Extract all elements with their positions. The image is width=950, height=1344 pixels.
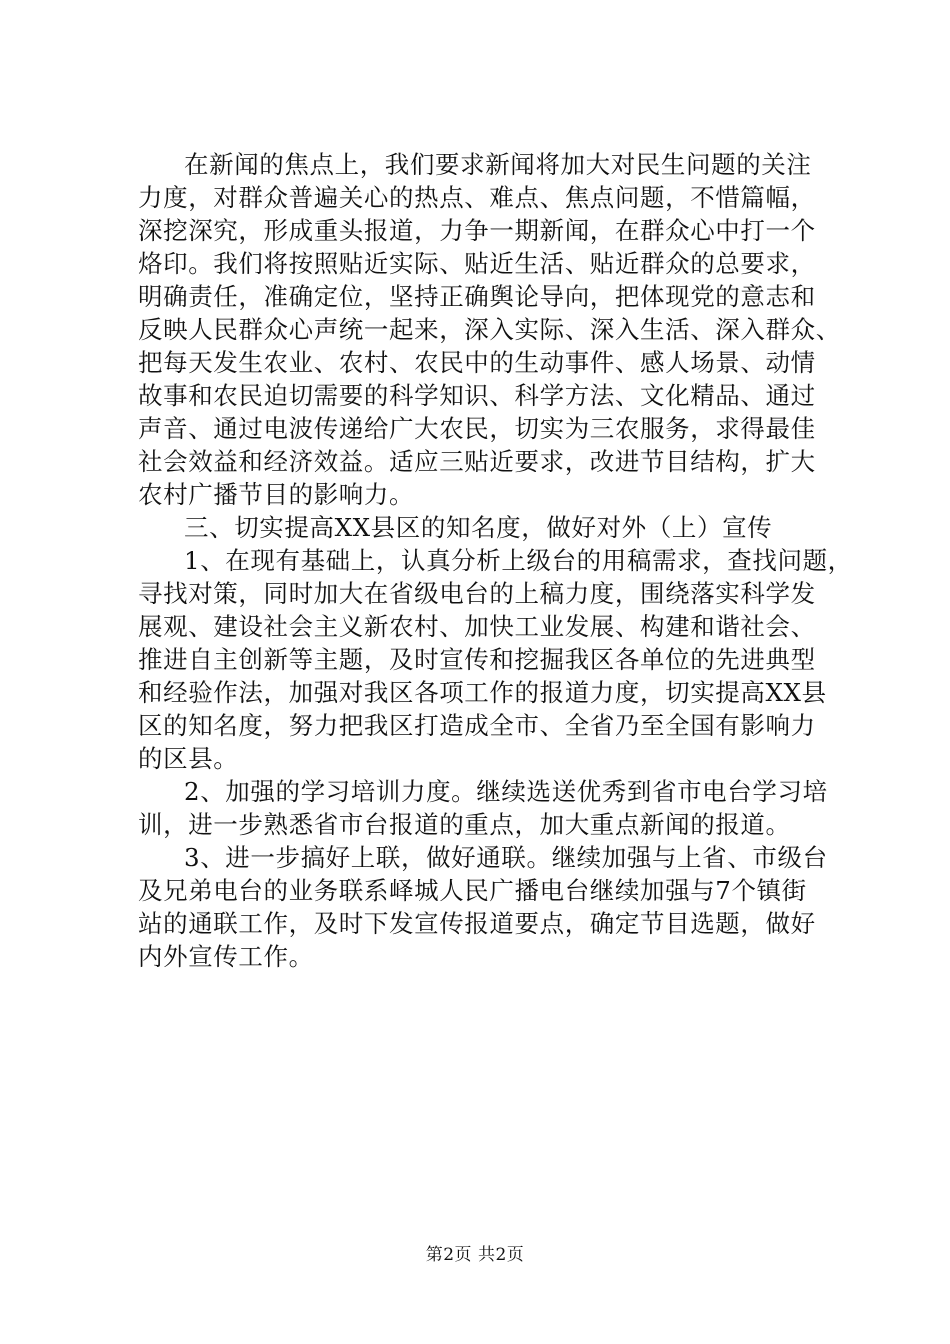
section-heading: 三、切实提高XX县区的知名度，做好对外（上）宣传 (184, 513, 773, 542)
text-line: 推进自主创新等主题，及时宣传和挖掘我区各单位的先进典型 (138, 645, 816, 674)
text-line: 声音、通过电波传递给广大农民，切实为三农服务，求得最佳 (138, 414, 816, 443)
text-line: 的区县。 (138, 744, 239, 773)
page-number-footer: 第2页 共2页 (425, 1245, 525, 1265)
text-line: 站的通联工作，及时下发宣传报道要点，确定节目选题，做好 (138, 909, 816, 938)
text-line: 训，进一步熟悉省市台报道的重点，加大重点新闻的报道。 (138, 810, 791, 839)
text-line: 及兄弟电台的业务联系峄城人民广播电台继续加强与7个镇街 (138, 876, 807, 905)
text-line: 1、在现有基础上，认真分析上级台的用稿需求，查找问题， (184, 546, 853, 575)
text-line: 把每天发生农业、农村、农民中的生动事件、感人场景、动情 (138, 348, 816, 377)
text-line: 寻找对策，同时加大在省级电台的上稿力度，围绕落实科学发 (138, 579, 816, 608)
text-line: 烙印。我们将按照贴近实际、贴近生活、贴近群众的总要求， (138, 249, 816, 278)
text-line: 力度，对群众普遍关心的热点、难点、焦点问题，不惜篇幅， (138, 183, 816, 212)
text-line: 区的知名度，努力把我区打造成全市、全省乃至全国有影响力 (138, 711, 816, 740)
text-line: 在新闻的焦点上，我们要求新闻将加大对民生问题的关注 (184, 150, 812, 179)
text-line: 2、加强的学习培训力度。继续选送优秀到省市电台学习培 (184, 777, 828, 806)
text-line: 和经验作法，加强对我区各项工作的报道力度，切实提高XX县 (138, 678, 827, 707)
text-line: 故事和农民迫切需要的科学知识、科学方法、文化精品、通过 (138, 381, 816, 410)
text-line: 深挖深究，形成重头报道，力争一期新闻，在群众心中打一个 (138, 216, 816, 245)
text-line: 展观、建设社会主义新农村、加快工业发展、构建和谐社会、 (138, 612, 816, 641)
text-line: 反映人民群众心声统一起来，深入实际、深入生活、深入群众、 (138, 315, 841, 344)
text-line: 明确责任，准确定位，坚持正确舆论导向，把体现党的意志和 (138, 282, 816, 311)
document-body (138, 148, 853, 973)
text-line: 农村广播节目的影响力。 (138, 480, 415, 509)
text-line: 内外宣传工作。 (138, 942, 314, 971)
text-line: 3、进一步搞好上联，做好通联。继续加强与上省、市级台 (184, 843, 828, 872)
text-line: 社会效益和经济效益。适应三贴近要求，改进节目结构，扩大 (138, 447, 816, 476)
